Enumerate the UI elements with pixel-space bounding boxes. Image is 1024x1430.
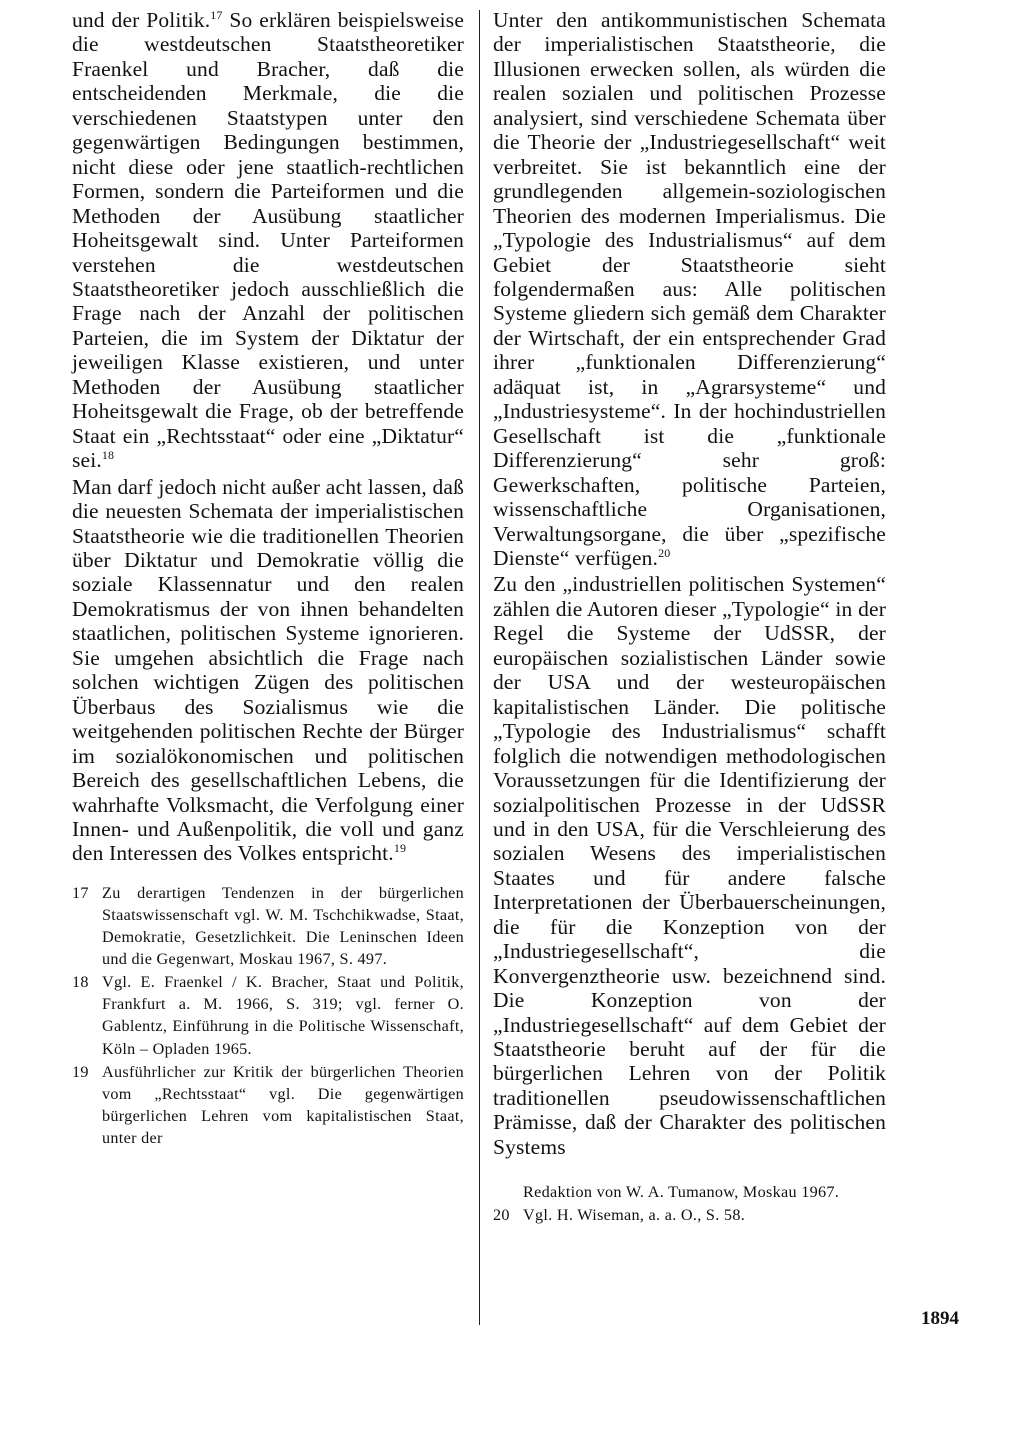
paragraph-text: Man darf jedoch nicht außer acht lassen, daß die neuesten Schemata der imperialistischen Staatstheorie wie die traditionellen Theorien über Diktatur und Demokratie völlig die soziale Klassennatur und den realen Demokratismus der von ihnen behandelten staatlichen, politischen Systeme ignorieren. Sie umgehen absichtlich die Frage nach solchen wichtigen Zügen des politischen Überbaus des Sozialismus wie die weitgehenden politischen Rechte der Bürger im sozialökonomischen und politischen Bereich des gesellschaftlichen Lebens, die wahrhafte Volksmacht, die Verfolgung einer Innen- und Außenpolitik, die voll und ganz den Interessen des Volkes entspricht. (72, 474, 464, 866)
footnote-text: Vgl. H. Wiseman, a. a. O., S. 58. (523, 1206, 746, 1225)
footnote-number: 19 (72, 1062, 89, 1081)
left_column-paragraph (72, 8, 464, 473)
right-footnotes (493, 1181, 886, 1226)
footnote-reference: 17 (210, 7, 223, 22)
paragraph-text: So erklären beispielsweise die westdeutschen Staatstheoretiker Fraenkel und Bracher, daß die entscheidenden Merkmale, die die verschiedenen Staatstypen unter den gegenwärtigen Bedingungen bestimmen, nicht diese oder jene staatlich-rechtlichen Formen, sondern die Parteiformen und die Methoden der Ausübung staatlicher Hoheitsgewalt sind. Unter Parteiformen verstehen die westdeutschen Staatstheoretiker jedoch ausschließlich die Frage nach der Anzahl der politischen Parteien, die im System der Diktatur der jeweiligen Klasse existieren, und unter Methoden der Ausübung staatlicher Hoheitsgewalt die Frage, ob der betreffende Staat ein „Rechtsstaat“ oder eine „Diktatur“ sei. (72, 8, 465, 473)
left-footnotes (72, 882, 464, 1149)
paragraph-text: Unter den antikommunistischen Schemata der imperialistischen Staatstheorie, die Illusionen erwecken sollen, als würden die realen sozialen und politischen Prozesse analysiert, sind verschiedene Schemata über die Theorie der „Industriegesellschaft“ weit verbreitet. Sie ist bekanntlich eine der grundlegenden allgemein-soziologischen Theorien des modernen Imperialismus. Die „Typologie des Industrialismus“ auf dem Gebiet der Staatstheorie sieht folgendermaßen aus: Alle politischen Systeme gliedern sich gemäß dem Charakter der Wirtschaft, der ein entsprechender Grad ihrer „funktionalen Differenzierung“ adäquat ist, in „Agrarsysteme“ und „Industriesysteme“. In der hochindustriellen Gesellschaft ist die „funktionale Differenzierung“ sehr groß: Gewerkschaften, politische Parteien, wissenschaftliche Organisationen, Verwaltungsorgane, die über „spezifische Dienste“ verfügen. (493, 8, 886, 570)
footnote-reference: 19 (393, 841, 407, 856)
footnote-reference: 20 (658, 545, 671, 560)
paragraph-text: und der Politik. (72, 8, 211, 32)
footnote-number: 20 (493, 1206, 510, 1225)
footnote-number: 17 (72, 883, 89, 902)
paragraph-text: Zu den „industriellen politischen Systemen“ zählen die Autoren dieser „Typologie“ in der Regel die Systeme der UdSSR, der europäischen sozialistischen Länder sowie der USA und der westeuropäischen kapitalistischen Länder. Die politische „Typologie des Industrialismus“ schafft folglich die notwendigen methodologischen Voraussetzungen für die Identifizierung der sozialpolitischen Prozesse in der UdSSR und in den USA, für die Verschleierung des sozialen Wesens des imperialistischen Staates und für andere falsche Interpretationen der Überbauerscheinungen, die für die Konzeption von der „Industriegesellschaft“, die Konvergenztheorie usw. bezeichnend sind. Die Konzeption von der „Industriegesellschaft“ auf dem Gebiet der Staatstheorie beruht auf der für die bürgerlichen Lehren von der Politik traditionellen pseudowissenschaftlichen Prämisse, daß der Charakter des politischen Systems (493, 572, 886, 1159)
footnote-text: Ausführlicher zur Kritik der bürgerlichen Theorien vom „Rechtsstaat“ vgl. Die gegenwärtigen bürgerlichen Lehren vom kapitalistischen Staat, unter der (102, 1062, 464, 1147)
footnote-text: Zu derartigen Tendenzen in der bürgerlichen Staatswissenschaft vgl. W. M. Tschchikwadse, Staat, Demokratie, Gesetzlichkeit. Die Leninschen Ideen und die Gegenwart, Moskau 1967, S. 497. (102, 883, 464, 969)
right_column-paragraph (493, 572, 886, 1159)
left-body-text (72, 8, 464, 866)
footnote (72, 882, 464, 970)
footnote (72, 971, 464, 1059)
page-number: 1894 (921, 1308, 959, 1329)
right-footnote-list (493, 1204, 886, 1226)
footnote-number: 18 (72, 973, 89, 992)
footnote (72, 1061, 464, 1149)
left_column-paragraph (72, 475, 464, 866)
footnote-text: Vgl. E. Fraenkel / K. Bracher, Staat und Politik, Frankfurt a. M. 1966, S. 319; vgl. ferner O. Gablentz, Einführung in die Politische Wissenschaft, Köln – Opladen 1965. (102, 973, 464, 1058)
right-column (493, 8, 886, 1227)
right_column-paragraph (493, 8, 886, 570)
right-body-text (493, 8, 886, 1159)
left-column (72, 8, 464, 1150)
column-divider (479, 10, 480, 1325)
footnote-continuation: Redaktion von W. A. Tumanow, Moskau 1967. (523, 1183, 840, 1202)
footnote (493, 1204, 886, 1226)
footnote-reference: 18 (101, 448, 115, 462)
